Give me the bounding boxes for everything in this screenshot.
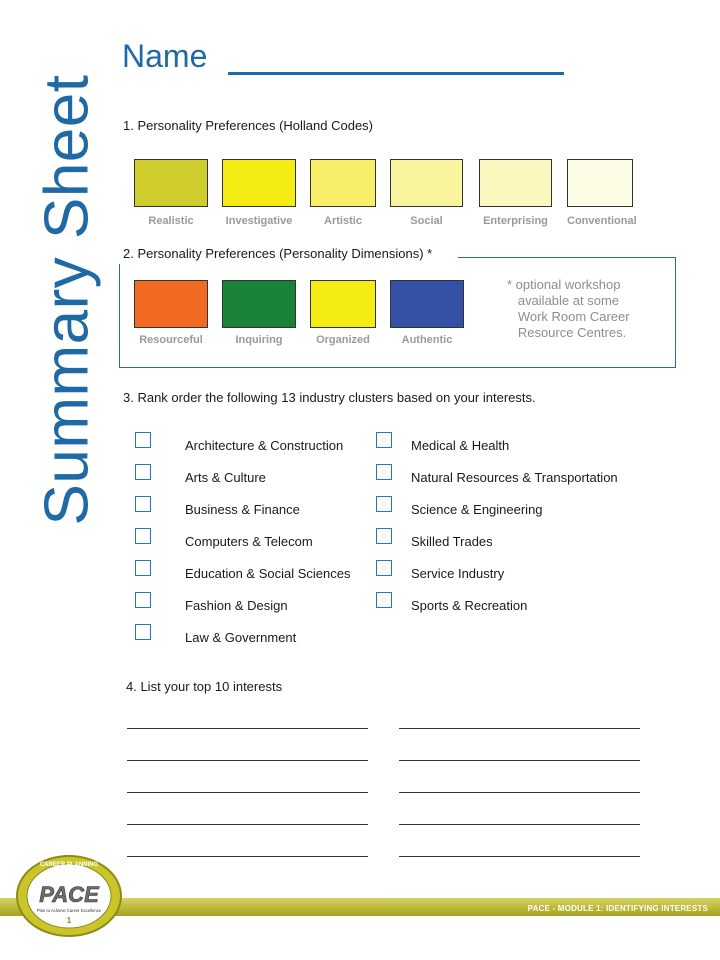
checkbox[interactable] [376, 560, 392, 576]
side-title: Summary Sheet [32, 74, 102, 526]
cluster-label: Architecture & Construction [185, 438, 344, 453]
interest-line[interactable] [127, 856, 368, 857]
checkbox[interactable] [135, 432, 151, 448]
section3-heading: 3. Rank order the following 13 industry clusters based on your interests. [123, 390, 536, 405]
checkbox[interactable] [135, 464, 151, 480]
section2-heading: 2. Personality Preferences (Personality Dimensions) * [123, 246, 433, 261]
cluster-label: Service Industry [411, 566, 505, 581]
workshop-note: * optional workshop available at some Work Room Career Resource Centres. [507, 277, 630, 340]
logo-number: 1 [66, 916, 72, 925]
cluster-label: Computers & Telecom [185, 534, 313, 549]
checkbox[interactable] [376, 464, 392, 480]
cluster-label: Education & Social Sciences [185, 566, 351, 581]
checkbox[interactable] [376, 528, 392, 544]
interest-line[interactable] [127, 760, 368, 761]
checkbox[interactable] [376, 432, 392, 448]
section1-heading: 1. Personality Preferences (Holland Codes) [123, 118, 374, 133]
name-field-line[interactable] [228, 72, 564, 75]
logo-ring-text: CAREER PLANNING [39, 862, 99, 868]
checkbox[interactable] [135, 560, 151, 576]
interest-line[interactable] [399, 760, 640, 761]
swatch-enterprising [479, 159, 552, 207]
checkbox[interactable] [376, 496, 392, 512]
swatch-conventional [567, 159, 633, 207]
swatch-label: Organized [316, 334, 370, 346]
swatch-label: Enterprising [483, 215, 548, 227]
swatch-label: Investigative [225, 215, 293, 227]
cluster-label: Fashion & Design [185, 598, 288, 613]
cluster-label: Medical & Health [411, 438, 510, 453]
swatch-label: Resourceful [139, 334, 203, 346]
cluster-label: Natural Resources & Transportation [411, 470, 618, 485]
swatch-organized [310, 280, 376, 328]
checkbox[interactable] [135, 624, 151, 640]
logo-text: PACE [39, 882, 99, 907]
swatch-label: Realistic [148, 215, 194, 227]
swatch-resourceful [134, 280, 208, 328]
interest-line[interactable] [399, 856, 640, 857]
swatch-investigative [222, 159, 296, 207]
interest-line[interactable] [399, 728, 640, 729]
swatch-label: Authentic [401, 334, 453, 346]
checkbox[interactable] [376, 592, 392, 608]
cluster-label: Law & Government [185, 630, 297, 645]
interest-line[interactable] [127, 792, 368, 793]
interest-line[interactable] [399, 824, 640, 825]
checkbox[interactable] [135, 528, 151, 544]
checkbox[interactable] [135, 496, 151, 512]
section4-heading: 4. List your top 10 interests [126, 679, 283, 694]
swatch-artistic [310, 159, 376, 207]
swatch-realistic [134, 159, 208, 207]
cluster-label: Business & Finance [185, 502, 300, 517]
swatch-authentic [390, 280, 464, 328]
interest-line[interactable] [399, 792, 640, 793]
logo-subtext: Plan to Achieve Career Excellence [36, 908, 102, 913]
interest-line[interactable] [127, 824, 368, 825]
swatch-label: Inquiring [235, 334, 283, 346]
swatch-inquiring [222, 280, 296, 328]
name-label: Name [122, 38, 208, 74]
swatch-label: Artistic [324, 215, 362, 227]
interest-line[interactable] [127, 728, 368, 729]
swatch-label: Conventional [567, 215, 637, 227]
cluster-label: Sports & Recreation [411, 598, 528, 613]
pace-logo [15, 854, 123, 938]
swatch-label: Social [410, 215, 443, 227]
checkbox[interactable] [135, 592, 151, 608]
cluster-label: Skilled Trades [411, 534, 493, 549]
footer-text: PACE - MODULE 1: IDENTIFYING INTERESTS [527, 904, 708, 913]
cluster-label: Arts & Culture [185, 470, 266, 485]
cluster-label: Science & Engineering [411, 502, 543, 517]
swatch-social [390, 159, 463, 207]
